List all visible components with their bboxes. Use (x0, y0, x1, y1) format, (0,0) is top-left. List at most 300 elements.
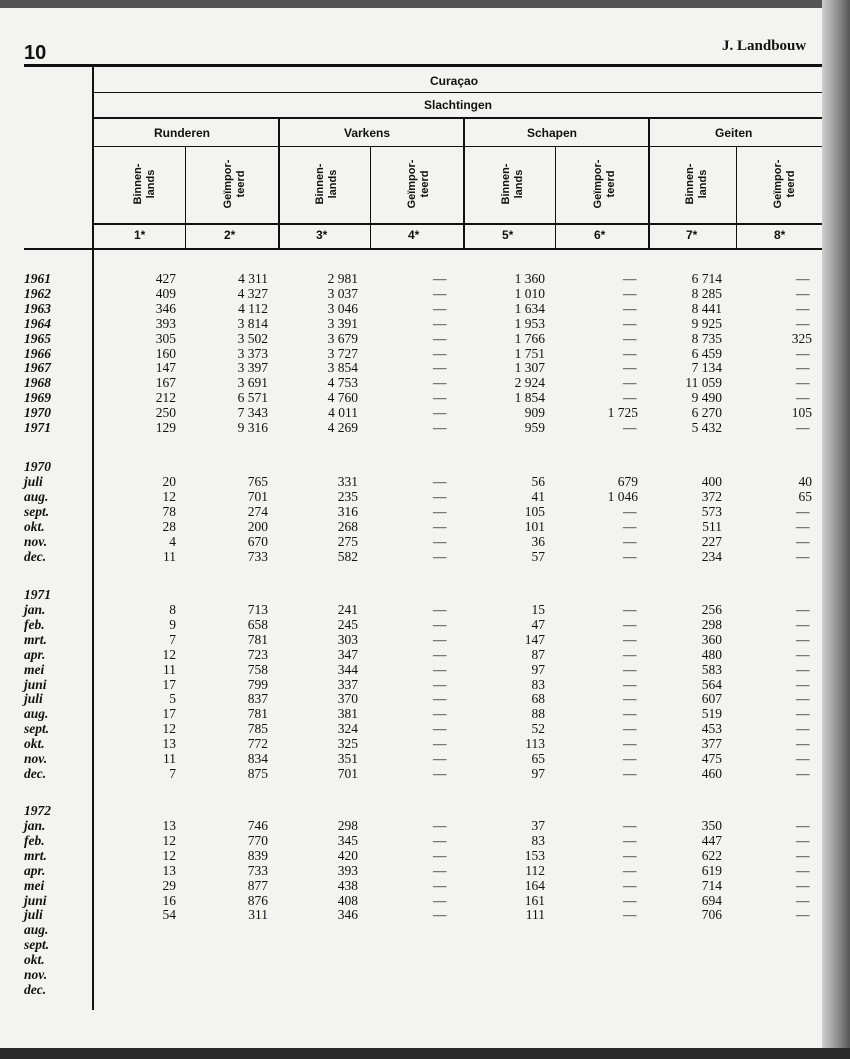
table-cell: 7 (169, 765, 176, 781)
table-cell: — (433, 300, 447, 316)
table-cell: — (433, 548, 447, 564)
table-row (0, 346, 822, 361)
running-header: J. Landbouw (722, 38, 807, 54)
table-cell: — (623, 818, 637, 833)
table-cell: 723 (247, 646, 268, 662)
table-cell: 2 981 (327, 271, 358, 286)
row-label: sept. (24, 503, 50, 519)
row-label: sept. (24, 937, 50, 953)
table-cell: 12 (162, 847, 176, 863)
table-cell: 453 (701, 721, 722, 737)
table-cell: — (623, 691, 637, 707)
table-cell: 28 (162, 518, 176, 534)
table-cell: — (623, 736, 637, 752)
table-cell: 475 (701, 751, 722, 766)
table-cell: 8 285 (691, 285, 722, 301)
table-cell: 167 (155, 375, 176, 391)
table-cell: 11 059 (685, 375, 722, 391)
row-label: juni (24, 892, 47, 908)
table-cell: 3 391 (327, 315, 358, 331)
table-cell: 1 634 (514, 300, 545, 316)
table-cell: 256 (701, 602, 722, 617)
table-cell: 622 (701, 847, 722, 863)
table-cell: 112 (525, 862, 545, 878)
row-label: mrt. (24, 631, 47, 647)
table-row (0, 549, 822, 564)
section-year-heading: 1970 (24, 459, 51, 474)
table-cell: 6 714 (691, 271, 722, 286)
table-cell: — (433, 345, 447, 361)
table-cell: 11 (163, 751, 176, 766)
row-label: dec. (24, 548, 47, 564)
table-cell: — (623, 765, 637, 781)
table-cell: 13 (162, 818, 176, 833)
table-cell: — (433, 877, 447, 893)
table-cell: 78 (162, 503, 176, 519)
table-cell: 733 (247, 862, 268, 878)
table-cell: 268 (337, 518, 358, 534)
row-label: okt. (24, 736, 45, 752)
table-cell: 129 (155, 420, 176, 435)
table-cell: 420 (337, 847, 358, 863)
table-cell: 11 (163, 548, 176, 564)
column-number-1: 1* (134, 228, 146, 242)
table-cell: — (433, 847, 447, 863)
table-cell: — (796, 862, 810, 878)
table-cell: — (796, 271, 810, 286)
table-cell: 97 (531, 765, 545, 781)
table-cell: 5 (169, 691, 176, 707)
table-cell: — (433, 676, 447, 692)
table-cell: 876 (247, 892, 268, 908)
table-cell: 331 (337, 474, 358, 489)
table-cell: 351 (337, 751, 358, 766)
table-cell: 316 (337, 503, 358, 519)
table-cell: 1 953 (514, 315, 545, 331)
table-row (0, 474, 822, 489)
table-cell: 427 (155, 271, 176, 286)
table-cell: — (796, 616, 810, 632)
table-cell: 564 (701, 676, 722, 692)
table-cell: 1 046 (607, 488, 638, 504)
table-cell: — (433, 602, 447, 617)
table-row (0, 504, 822, 519)
row-label: 1967 (24, 360, 51, 376)
table-cell: — (433, 330, 447, 346)
table-cell: — (623, 847, 637, 863)
table-cell: 346 (155, 300, 176, 316)
table-cell: 909 (524, 405, 545, 421)
table-cell: — (433, 646, 447, 662)
table-cell: 6 459 (691, 345, 722, 361)
table-cell: 4 760 (327, 390, 358, 406)
table-cell: — (796, 907, 810, 923)
table-cell: — (623, 345, 637, 361)
table-cell: 839 (247, 847, 268, 863)
table-cell: — (796, 691, 810, 707)
subheader-rule (94, 223, 822, 225)
table-cell: 40 (798, 474, 812, 489)
table-cell: 746 (247, 818, 268, 833)
subheader-geimporteerd-6: Geïmpor- teerd (592, 159, 617, 209)
row-label: 1968 (24, 375, 51, 391)
page-number: 10 (24, 42, 47, 64)
table-cell: 298 (337, 818, 358, 833)
table-cell: 12 (162, 646, 176, 662)
table-cell: 8 (169, 602, 176, 617)
table-cell: 3 037 (327, 285, 358, 301)
table-cell: — (623, 518, 637, 534)
table-cell: — (623, 602, 637, 617)
table-cell: — (623, 751, 637, 766)
table-row (0, 602, 822, 617)
table-cell: 877 (247, 877, 268, 893)
table-cell: 3 373 (237, 345, 268, 361)
table-row (0, 331, 822, 346)
table-cell: — (433, 315, 447, 331)
table-cell: 241 (337, 602, 358, 617)
table-cell: 3 397 (237, 360, 268, 376)
table-cell: — (433, 862, 447, 878)
table-row (0, 375, 822, 390)
table-row (0, 519, 822, 534)
table-row (0, 286, 822, 301)
table-row (0, 390, 822, 405)
table-cell: 4 327 (237, 285, 268, 301)
table-cell: 83 (531, 676, 545, 692)
row-label: juli (24, 907, 43, 923)
subheader-geimporteerd-2: Geïmpor- teerd (222, 159, 247, 209)
table-cell: — (796, 877, 810, 893)
table-cell: — (796, 818, 810, 833)
table-cell: — (433, 285, 447, 301)
table-cell: 714 (701, 877, 722, 893)
table-cell: — (623, 330, 637, 346)
row-label: 1961 (24, 271, 51, 286)
table-cell: — (433, 488, 447, 504)
table-cell: 4 753 (327, 375, 358, 391)
table-cell: — (623, 548, 637, 564)
table-cell: — (433, 405, 447, 421)
table-cell: — (623, 390, 637, 406)
row-label: apr. (24, 862, 46, 878)
row-label: 1970 (24, 405, 51, 421)
header-bottom-rule (24, 248, 822, 250)
table-cell: 305 (155, 330, 176, 346)
row-label: aug. (24, 922, 49, 938)
table-cell: 345 (337, 832, 358, 848)
table-cell: 311 (248, 907, 268, 923)
column-number-5: 5* (502, 228, 514, 242)
table-cell: 3 814 (237, 315, 268, 331)
table-cell: 57 (531, 548, 545, 564)
row-label: mei (24, 877, 45, 893)
table-cell: 17 (162, 706, 176, 722)
table-row (0, 721, 822, 736)
table-cell: — (796, 300, 810, 316)
table-cell: 13 (162, 862, 176, 878)
table-row (0, 677, 822, 692)
table-cell: — (796, 706, 810, 722)
region-heading: Curaçao (430, 74, 479, 88)
table-row (0, 662, 822, 677)
table-cell: — (796, 832, 810, 848)
table-cell: 772 (247, 736, 268, 752)
table-row (0, 848, 822, 863)
table-cell: 147 (155, 360, 176, 376)
table-cell: 15 (531, 602, 545, 617)
table-cell: 781 (247, 631, 268, 647)
table-cell: — (623, 907, 637, 923)
table-cell: — (433, 751, 447, 766)
table-cell: 4 269 (327, 420, 358, 435)
row-label: feb. (24, 616, 45, 632)
table-cell: 325 (791, 330, 812, 346)
table-cell: 706 (701, 907, 722, 923)
table-cell: 41 (531, 488, 545, 504)
row-label: 1965 (24, 330, 51, 346)
table-cell: 7 343 (237, 405, 268, 421)
table-cell: 758 (247, 661, 268, 677)
table-cell: 250 (155, 405, 176, 421)
table-cell: 227 (701, 533, 722, 549)
table-cell: 9 925 (691, 315, 722, 331)
table-cell: 799 (247, 676, 268, 692)
sub-divider-3 (555, 146, 556, 248)
table-row (0, 301, 822, 316)
row-label: 1964 (24, 315, 51, 331)
table-cell: 6 571 (237, 390, 268, 406)
table-cell: 733 (247, 548, 268, 564)
table-cell: 303 (337, 631, 358, 647)
table-cell: — (433, 832, 447, 848)
table-cell: 4 112 (238, 300, 268, 316)
table-cell: — (796, 420, 810, 435)
table-cell: 235 (337, 488, 358, 504)
table-cell: 834 (247, 751, 268, 766)
table-cell: 147 (524, 631, 545, 647)
row-label: aug. (24, 488, 49, 504)
table-cell: 325 (337, 736, 358, 752)
table-row (0, 863, 822, 878)
table-cell: — (796, 892, 810, 908)
table-cell: 245 (337, 616, 358, 632)
table-row (0, 489, 822, 504)
table-cell: 3 727 (327, 345, 358, 361)
table-cell: — (796, 315, 810, 331)
row-label: 1962 (24, 285, 51, 301)
row-label: nov. (24, 533, 48, 549)
table-cell: — (433, 706, 447, 722)
group-divider-3 (648, 118, 650, 248)
table-row (0, 405, 822, 420)
table-cell: — (433, 420, 447, 435)
table-row (0, 766, 822, 781)
table-row (0, 271, 822, 286)
table-cell: 234 (701, 548, 722, 564)
table-row (0, 316, 822, 331)
table-cell: 212 (155, 390, 176, 406)
table-top-rule (24, 64, 822, 67)
topic-heading: Slachtingen (424, 98, 493, 112)
table-cell: — (623, 646, 637, 662)
sub-divider-2 (370, 146, 371, 248)
table-cell: — (623, 503, 637, 519)
table-cell: — (796, 503, 810, 519)
table-cell: — (796, 751, 810, 766)
table-cell: 3 854 (327, 360, 358, 376)
table-cell: 97 (531, 661, 545, 677)
table-row (0, 706, 822, 721)
table-cell: 12 (162, 488, 176, 504)
table-cell: — (433, 390, 447, 406)
sub-divider-1 (185, 146, 186, 248)
row-label: okt. (24, 518, 45, 534)
row-label: dec. (24, 981, 47, 997)
page-top-edge (0, 0, 850, 8)
group-divider-2 (463, 118, 465, 248)
table-cell: 447 (701, 832, 722, 848)
table-cell: 68 (531, 691, 545, 707)
column-number-3: 3* (316, 228, 328, 242)
table-cell: 4 011 (328, 405, 358, 421)
table-cell: 337 (337, 676, 358, 692)
topic-rule (94, 117, 822, 119)
table-cell: 8 735 (691, 330, 722, 346)
sub-divider-4 (736, 146, 737, 248)
table-cell: 56 (531, 474, 545, 489)
row-label: juni (24, 676, 47, 692)
table-cell: — (623, 706, 637, 722)
table-cell: — (433, 616, 447, 632)
table-cell: — (796, 285, 810, 301)
table-cell: 679 (617, 474, 638, 489)
table-cell: — (623, 300, 637, 316)
row-label: sept. (24, 721, 50, 737)
table-cell: 9 (169, 616, 176, 632)
table-row (0, 647, 822, 662)
table-cell: — (623, 721, 637, 737)
row-label: juli (24, 691, 43, 707)
table-cell: — (796, 646, 810, 662)
table-cell: — (433, 691, 447, 707)
table-cell: — (623, 533, 637, 549)
table-cell: 298 (701, 616, 722, 632)
group-divider-1 (278, 118, 280, 248)
table-cell: 347 (337, 646, 358, 662)
table-cell: 400 (701, 474, 722, 489)
table-cell: — (796, 631, 810, 647)
table-cell: — (433, 271, 447, 286)
table-cell: 324 (337, 721, 358, 737)
subheader-geimporteerd-8: Geïmpor- teerd (772, 159, 797, 209)
table-row (0, 952, 822, 967)
table-cell: 344 (337, 661, 358, 677)
table-row (0, 751, 822, 766)
table-cell: — (796, 533, 810, 549)
table-cell: 460 (701, 765, 722, 781)
table-cell: — (796, 518, 810, 534)
table-cell: 3 679 (327, 330, 358, 346)
table-cell: 658 (247, 616, 268, 632)
table-row (0, 736, 822, 751)
table-cell: 1 751 (514, 345, 545, 361)
table-cell: 65 (798, 488, 812, 504)
table-cell: 36 (531, 533, 545, 549)
table-cell: — (433, 818, 447, 833)
group-rule (94, 146, 822, 147)
row-label: nov. (24, 967, 48, 982)
table-cell: 393 (155, 315, 176, 331)
table-cell: 408 (337, 892, 358, 908)
table-cell: 101 (524, 518, 545, 534)
table-cell: — (796, 765, 810, 781)
table-cell: 607 (701, 691, 722, 707)
table-cell: 6 270 (691, 405, 722, 421)
table-cell: — (433, 892, 447, 908)
table-cell: 480 (701, 646, 722, 662)
table-cell: — (623, 315, 637, 331)
table-cell: 765 (247, 474, 268, 489)
group-heading-geiten: Geiten (715, 126, 753, 140)
table-cell: — (433, 736, 447, 752)
table-cell: 7 134 (691, 360, 722, 376)
table-row (0, 833, 822, 848)
table-cell: 111 (525, 907, 545, 923)
table-cell: 20 (162, 474, 176, 489)
table-cell: — (623, 862, 637, 878)
table-cell: 54 (162, 907, 176, 923)
table-cell: — (796, 390, 810, 406)
table-cell: 393 (337, 862, 358, 878)
table-cell: 16 (162, 892, 176, 908)
table-cell: — (623, 877, 637, 893)
table-cell: 372 (701, 488, 722, 504)
table-cell: 1 766 (514, 330, 545, 346)
table-cell: — (623, 360, 637, 376)
table-cell: 875 (247, 765, 268, 781)
table-cell: — (623, 661, 637, 677)
table-cell: 11 (163, 661, 176, 677)
table-cell: 583 (701, 661, 722, 677)
table-cell: 360 (701, 631, 722, 647)
section-year-heading: 1972 (24, 803, 51, 818)
table-cell: 153 (524, 847, 545, 863)
table-cell: — (433, 631, 447, 647)
table-cell: — (623, 832, 637, 848)
table-cell: — (796, 736, 810, 752)
table-row (0, 691, 822, 706)
table-cell: — (796, 847, 810, 863)
table-cell: 12 (162, 832, 176, 848)
table-cell: 9 316 (237, 420, 268, 435)
row-label: mei (24, 661, 45, 677)
section-year-heading: 1971 (24, 587, 51, 602)
subheader-geimporteerd-4: Geïmpor- teerd (406, 159, 431, 209)
table-cell: 770 (247, 832, 268, 848)
table-cell: 785 (247, 721, 268, 737)
table-cell: 1 360 (514, 271, 545, 286)
table-cell: 87 (531, 646, 545, 662)
table-cell: — (433, 518, 447, 534)
table-cell: — (433, 474, 447, 489)
table-cell: — (796, 602, 810, 617)
row-label: feb. (24, 832, 45, 848)
table-cell: 4 311 (238, 271, 268, 286)
table-cell: 164 (524, 877, 545, 893)
table-cell: 519 (701, 706, 722, 722)
table-cell: 52 (531, 721, 545, 737)
